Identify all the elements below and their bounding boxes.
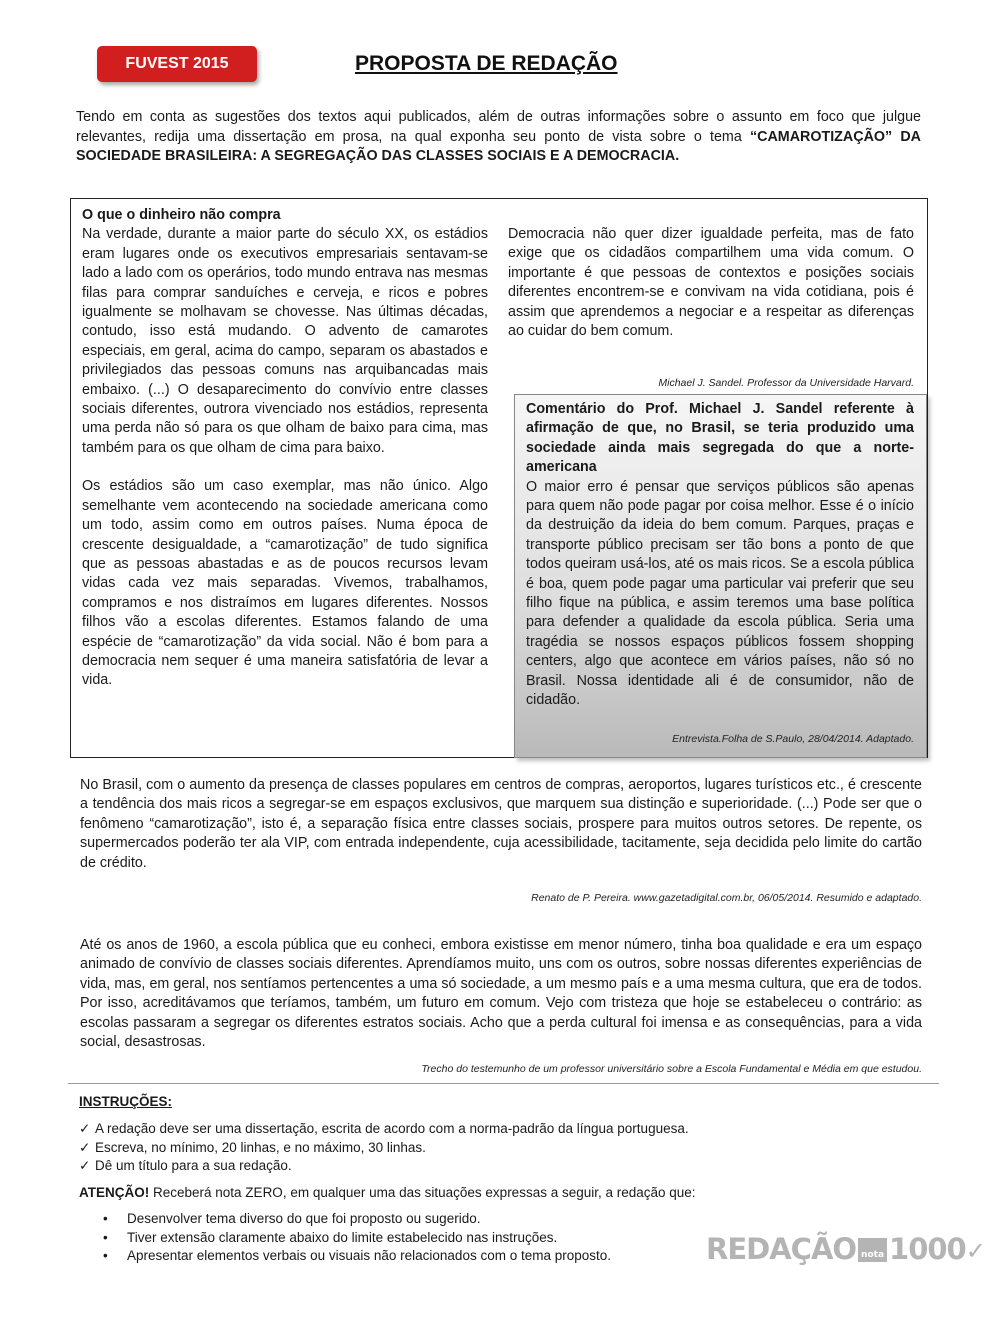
instructions-title: INSTRUÇÕES: xyxy=(79,1094,173,1109)
comment-source: Entrevista.Folha de S.Paulo, 28/04/2014. Adaptado. xyxy=(672,733,914,745)
text1-paragraph-2: Os estádios são um caso exemplar, mas não único. Algo semelhante vem acontecendo na sociedade americana como um todo, assim como em outros países. Numa época de crescente desigualdade, a “camarotização” de tudo significa que as pessoas abastadas e as de poucos recursos levam vidas cada vez mais separadas. Vivemos, trabalhamos, compramos e nos distraímos em lugares diferentes. Nossos filhos vão a escolas diferentes. Estamos falando de uma espécie de “camarotização” da vida social. Não é bom para a democracia nem sequer é uma maneira satisfatória de levar a vida. xyxy=(82,478,488,689)
instruction-text: Dê um título para a sua redação. xyxy=(95,1158,292,1173)
instruction-item xyxy=(79,1139,689,1158)
section-divider xyxy=(68,1083,939,1084)
instruction-item xyxy=(79,1120,689,1139)
bullet-icon: • xyxy=(103,1248,108,1263)
intro-text: Tendo em conta as sugestões dos textos aqui publicados, além de outras informações sobre o assunto em foco que julgue relevantes, redija uma dissertação em prosa, na qual exponha seu ponto de vista sobre o tema xyxy=(76,109,921,145)
attention-line xyxy=(79,1185,696,1200)
zero-conditions-list xyxy=(103,1210,611,1266)
brand-logo xyxy=(706,1232,985,1270)
instruction-text: A redação deve ser uma dissertação, escrita de acordo com a norma-padrão da língua portuguesa. xyxy=(95,1121,689,1136)
intro-theme: “CAMAROTIZAÇÃO” DA SOCIEDADE BRASILEIRA: A SEGREGAÇÃO DAS CLASSES SOCIAIS E A DEMOCRACIA. xyxy=(76,128,922,164)
exam-badge: FUVEST 2015 xyxy=(97,46,257,82)
logo-number: 1000 xyxy=(889,1232,966,1266)
logo-nota: nota xyxy=(858,1238,887,1262)
text1-paragraph-1: Na verdade, durante a maior parte do século XX, os estádios eram lugares onde os executivos empresariais sentavam-se lado a lado com os operários, todo mundo entrava nas mesmas filas para comprar sanduíches e cerveja, e ricos e pobres igualmente se molhavam se chovesse. Nas últimas décadas, contudo, isso está mudando. O advento de camarotes especiais, em geral, acima do campo, separam os abastados e privilegiados das pessoas comuns nas arquibancadas mais embaixo. (...) O desaparecimento do convívio entre classes sociais diferentes, outrora vivenciado nos estádios, representa uma perda não só para os que olham de baixo para cima, mas também para os que olham de cima para baixo. xyxy=(82,226,488,456)
zero-condition-text: Tiver extensão claramente abaixo do limite estabelecido nas instruções. xyxy=(127,1229,558,1245)
instructions-list xyxy=(79,1120,689,1176)
zero-condition-item xyxy=(103,1247,611,1266)
text3-source: Trecho do testemunho de um professor universitário sobre a Escola Fundamental e Média em que estudou. xyxy=(421,1063,922,1075)
bullet-icon: • xyxy=(103,1229,108,1245)
intro-paragraph xyxy=(76,108,921,167)
text2-paragraph: No Brasil, com o aumento da presença de classes populares em centros de compras, aeroportos, lugares turísticos etc., é crescente a tendência dos mais ricos a segregar-se em espaços exclusivos, que marquem sua distinção e superioridade. (...) Pode ser que o fenômeno “camarotização”, isto é, a separação física entre classes sociais, prospere para muitos outros setores. De repente, os supermercados poderão ter ala VIP, com entrada independente, cuja acessibilidade, tacitamente, seja decidida pelo limite do cartão de crédito. xyxy=(80,777,922,871)
checkmark-icon: ✓ xyxy=(79,1139,91,1155)
attention-label: ATENÇÃO! xyxy=(79,1185,150,1200)
text1-paragraph-3: Democracia não quer dizer igualdade perfeita, mas de fato exige que os cidadãos compartilhem uma vida comum. O importante é que pessoas de contextos e posições sociais diferentes encontrem-se e convivam na vida cotidiana, pois é assim que aprendemos a negociar e a respeitar as diferenças ao cuidar do bem comum. xyxy=(508,226,914,340)
attention-text: Receberá nota ZERO, em qualquer uma das situações expressas a seguir, a redação que: xyxy=(149,1185,696,1200)
zero-condition-item xyxy=(103,1210,611,1229)
zero-condition-item xyxy=(103,1229,611,1248)
text1-source: Michael J. Sandel. Professor da Universidade Harvard. xyxy=(658,377,914,389)
checkmark-icon: ✓ xyxy=(79,1121,91,1136)
text1-left-column xyxy=(82,206,488,691)
text1-title: O que o dinheiro não compra xyxy=(82,207,281,223)
instruction-item xyxy=(79,1157,689,1176)
instruction-text: Escreva, no mínimo, 20 linhas, e no máximo, 30 linhas. xyxy=(95,1139,426,1155)
text1-right-column xyxy=(508,225,914,341)
page-title: PROPOSTA DE REDAÇÃO xyxy=(355,52,618,75)
comment-content xyxy=(526,400,914,711)
comment-title: Comentário do Prof. Michael J. Sandel referente à afirmação de que, no Brasil, se teria produzido uma sociedade ainda mais segregada do que a norte-americana xyxy=(526,401,914,476)
comment-body: O maior erro é pensar que serviços públicos são apenas para quem não pode pagar por coisa melhor. Esse é o início da destruição da ideia do bem comum. Parques, praças e transporte público precisam ser tão bons a ponto de que todos queiram usá-los, até os mais ricos. Se a escola pública é boa, quem pode pagar uma particular vai preferir que seu filho fique na pública, e assim teremos uma base política para defender a qualidade da escola pública. Seria uma tragédia se nossos espaços públicos fossem shopping centers, algo que acontece em vários países, não só no Brasil. Nossa identidade ali é de consumidor, não de cidadão. xyxy=(526,478,914,709)
text2-source: Renato de P. Pereira. www.gazetadigital.com.br, 06/05/2014. Resumido e adaptado. xyxy=(531,892,922,904)
checkmark-icon: ✓ xyxy=(79,1158,91,1173)
logo-word: REDAÇÃO xyxy=(706,1232,857,1266)
zero-condition-text: Desenvolver tema diverso do que foi proposto ou sugerido. xyxy=(127,1211,481,1226)
bullet-icon: • xyxy=(103,1211,108,1226)
logo-check-icon: ✓ xyxy=(965,1237,985,1265)
zero-condition-text: Apresentar elementos verbais ou visuais não relacionados com o tema proposto. xyxy=(127,1248,612,1263)
text3-paragraph: Até os anos de 1960, a escola pública que eu conheci, embora existisse em menor número, tinha boa qualidade e era um espaço animado de convívio de classes sociais diferentes. Aprendíamos muito, uns com os outros, sobre nossas diferentes experiências de vida, mas, em geral, nos sentíamos pertencentes a uma só sociedade, a um mesmo país e a uma mesma cultura, que era de todos. Por isso, acreditávamos que teríamos, também, um futuro em comum. Vejo com tristeza que hoje se estabeleceu o contrário: as escolas passaram a segregar os diferentes estratos sociais. Acho que a perda cultural foi imensa e as consequências, para a vida social, desastrosas. xyxy=(80,937,922,1051)
